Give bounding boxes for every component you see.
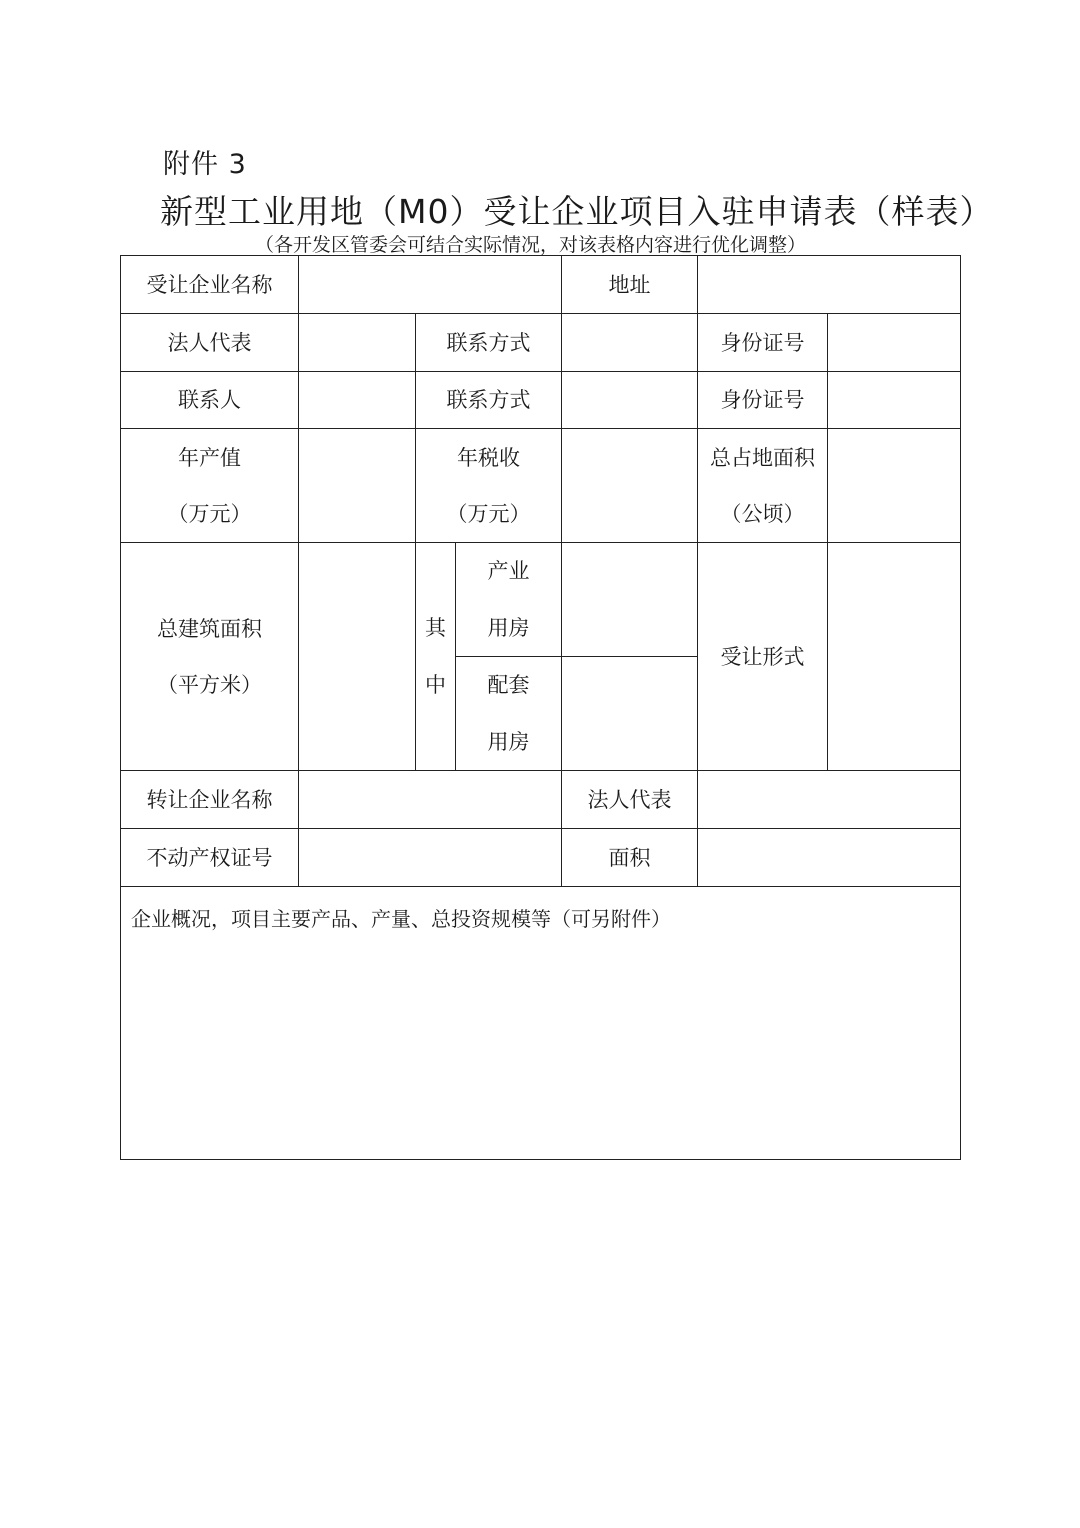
field-industrial-housing[interactable] <box>562 543 698 657</box>
field-area[interactable] <box>698 829 960 887</box>
field-contact-person[interactable] <box>299 372 416 429</box>
label-industrial-housing-line2: 用房 <box>487 615 530 640</box>
page-title: 新型工业用地（M0）受让企业项目入驻申请表（样表） <box>160 192 994 231</box>
label-total-floor-area <box>121 543 299 771</box>
field-legal-contact-method[interactable] <box>562 314 698 372</box>
label-total-floor-area-text: 总建筑面积 <box>157 616 262 641</box>
annex-label: 附件 3 <box>163 149 247 180</box>
field-assignee-company-name[interactable] <box>299 256 562 314</box>
label-legal-representative: 法人代表 <box>121 314 299 372</box>
label-annual-tax-text: 年税收 <box>457 445 520 470</box>
label-annual-tax-unit: （万元） <box>446 501 531 526</box>
label-total-land-area <box>698 429 828 543</box>
label-legal-id-number: 身份证号 <box>698 314 828 372</box>
label-annual-output-unit: （万元） <box>167 501 252 526</box>
label-industrial-housing-line1: 产业 <box>487 558 530 583</box>
label-supporting-housing-line2: 用房 <box>487 729 530 754</box>
label-assignee-company-name: 受让企业名称 <box>121 256 299 314</box>
label-transfer-form: 受让形式 <box>698 543 828 771</box>
label-contact-method: 联系方式 <box>416 372 562 429</box>
field-contact-id-number[interactable] <box>828 372 960 429</box>
label-annual-output-text: 年产值 <box>178 445 241 470</box>
label-total-land-area-unit: （公顷） <box>720 501 805 526</box>
label-industrial-housing <box>456 543 562 657</box>
label-contact-id-number: 身份证号 <box>698 372 828 429</box>
label-among-zhong: 中 <box>425 672 446 697</box>
label-property-cert-no: 不动产权证号 <box>121 829 299 887</box>
field-address[interactable] <box>698 256 960 314</box>
label-among <box>416 543 456 771</box>
field-legal-representative[interactable] <box>299 314 416 372</box>
field-transfer-form[interactable] <box>828 543 960 771</box>
field-transferor-company-name[interactable] <box>299 771 562 829</box>
field-transferor-legal-representative[interactable] <box>698 771 960 829</box>
field-annual-output[interactable] <box>299 429 416 543</box>
field-total-floor-area[interactable] <box>299 543 416 771</box>
label-transferor-company-name: 转让企业名称 <box>121 771 299 829</box>
field-contact-method[interactable] <box>562 372 698 429</box>
field-annual-tax[interactable] <box>562 429 698 543</box>
label-total-land-area-text: 总占地面积 <box>710 445 815 470</box>
field-supporting-housing[interactable] <box>562 657 698 771</box>
label-legal-contact-method: 联系方式 <box>416 314 562 372</box>
field-property-cert-no[interactable] <box>299 829 562 887</box>
label-transferor-legal-representative: 法人代表 <box>562 771 698 829</box>
label-contact-person: 联系人 <box>121 372 299 429</box>
field-legal-id-number[interactable] <box>828 314 960 372</box>
title-note: （各开发区管委会可结合实际情况，对该表格内容进行优化调整） <box>255 234 807 256</box>
label-overview: 企业概况，项目主要产品、产量、总投资规模等（可另附件） <box>131 907 671 931</box>
label-area: 面积 <box>562 829 698 887</box>
label-total-floor-area-unit: （平方米） <box>157 672 262 697</box>
application-form <box>120 255 961 1160</box>
label-annual-output <box>121 429 299 543</box>
label-address: 地址 <box>562 256 698 314</box>
label-supporting-housing-line1: 配套 <box>487 672 530 697</box>
field-overview[interactable] <box>121 887 960 1159</box>
field-total-land-area[interactable] <box>828 429 960 543</box>
label-supporting-housing <box>456 657 562 771</box>
label-among-qi: 其 <box>425 615 446 640</box>
label-annual-tax <box>416 429 562 543</box>
